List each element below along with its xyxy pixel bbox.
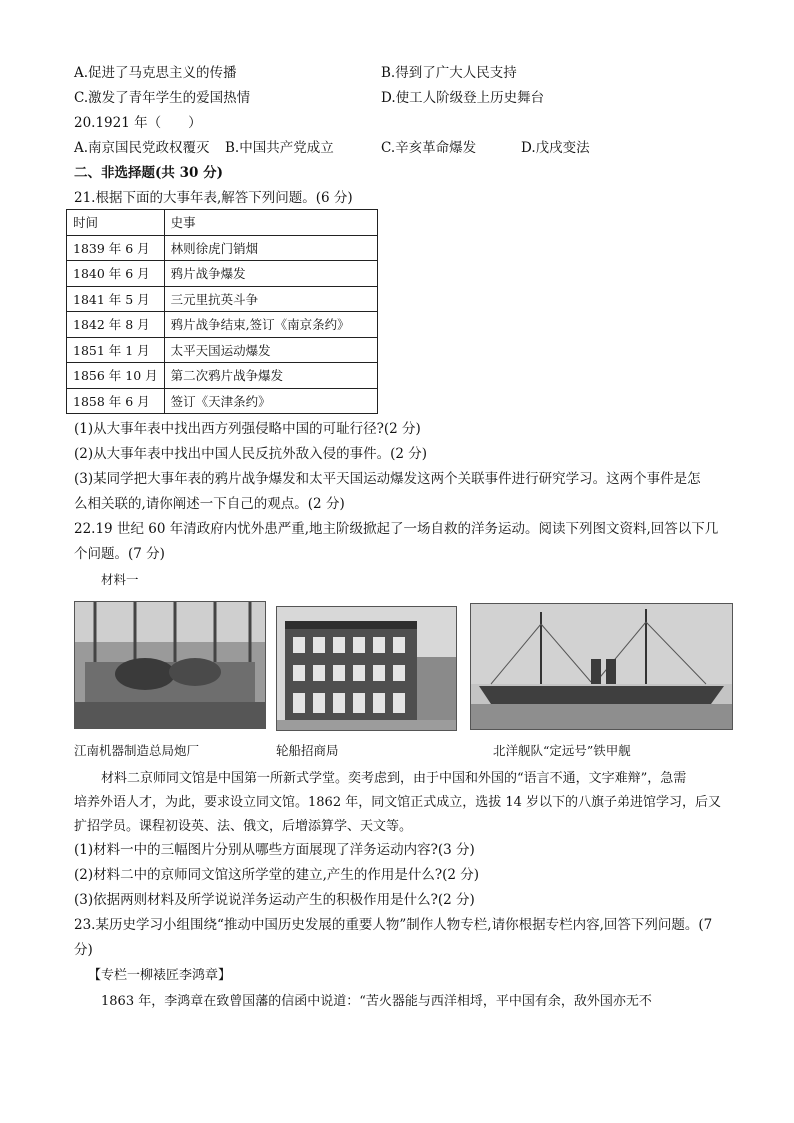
q21-sub3-line1: (3)某同学把大事年表的鸦片战争爆发和太平天国运动爆发这两个关联事件进行研究学习。这两个事件是怎 (74, 471, 701, 487)
table-row (67, 363, 378, 389)
q22-sub2: (2)材料二中的京师同文馆这所学堂的建立,产生的作用是什么?(2 分) (74, 867, 480, 883)
table-row (67, 286, 378, 312)
table-cell-event: 第二次鸦片战争爆发 (164, 363, 377, 389)
shipping-bureau-photo (276, 606, 457, 731)
caption-arsenal: 江南机器制造总局炮厂 (74, 743, 200, 758)
table-cell-event: 林则徐虎门销烟 (164, 235, 377, 261)
caption-dingyuan: 北洋舰队“定远号”铁甲舰 (493, 743, 631, 758)
table-header: 时间 (67, 210, 165, 236)
table-row (67, 261, 378, 287)
material2-line3: 扩招学员。课程初设英、法、俄文，后增添算学、天文等。 (74, 819, 413, 834)
q22-sub1: (1)材料一中的三幅图片分别从哪些方面展现了洋务运动内容?(3 分) (74, 842, 475, 858)
table-header: 史事 (164, 210, 377, 236)
table-cell-date: 1842 年 8 月 (67, 312, 165, 338)
table-row (67, 337, 378, 363)
table-cell-event: 太平天国运动爆发 (164, 337, 377, 363)
events-table (66, 209, 378, 414)
section-title: 二、非选择题(共 30 分) (74, 165, 223, 181)
table-cell-date: 1840 年 6 月 (67, 261, 165, 287)
table-cell-event: 签订《天津条约》 (164, 388, 377, 414)
q21-sub1: (1)从大事年表中找出西方列强侵略中国的可耻行径?(2 分) (74, 421, 421, 437)
q20-option-b: B.中国共产党成立 (225, 140, 334, 156)
table-row (67, 388, 378, 414)
q20-option-d: D.戊戌变法 (521, 140, 590, 156)
q20-stem: 20.1921 年（ ） (74, 115, 202, 131)
q21-sub2: (2)从大事年表中找出中国人民反抗外敌入侵的事件。(2 分) (74, 446, 428, 462)
material2-line1: 材料二京师同文馆是中国第一所新式学堂。奕考虑到，由于中国和外国的“语言不通，文字难辩”，急需 (101, 771, 687, 786)
q23-stem-line1: 23.某历史学习小组围绕“推动中国历史发展的重要人物”制作人物专栏,请你根据专栏内容,回答下列问题。(7 (74, 917, 713, 933)
table-cell-event: 鸦片战争爆发 (164, 261, 377, 287)
table-cell-event: 三元里抗英斗争 (164, 286, 377, 312)
table-row (67, 235, 378, 261)
q19-option-c: C.激发了青年学生的爱国热情 (74, 90, 251, 106)
q19-option-a: A.促进了马克思主义的传播 (74, 65, 237, 81)
q23-stem-line2: 分) (74, 942, 93, 958)
caption-shipping-bureau: 轮船招商局 (276, 743, 339, 758)
material1-label: 材料一 (101, 572, 139, 587)
column-text: 1863 年，李鸿章在致曾国藩的信函中说道：“苦火器能与西洋相埒，平中国有余，敌外国亦无不 (101, 994, 652, 1009)
q20-option-c: C.辛亥革命爆发 (381, 140, 477, 156)
table-cell-date: 1851 年 1 月 (67, 337, 165, 363)
q19-option-d: D.使工人阶级登上历史舞台 (381, 90, 545, 106)
q22-stem-line2: 个问题。(7 分) (74, 546, 165, 562)
column-title: 【专栏一柳裱匠李鸿章】 (88, 968, 232, 983)
q22-stem-line1: 22.19 世纪 60 年清政府内忧外患严重,地主阶级掀起了一场自救的洋务运动。阅读下列图文资料,回答以下几 (74, 521, 719, 537)
material2-paragraph (74, 767, 734, 839)
table-row (67, 312, 378, 338)
table-cell-date: 1839 年 6 月 (67, 235, 165, 261)
q19-option-b: B.得到了广大人民支持 (381, 65, 517, 81)
material2-line2: 培养外语人才，为此，要求设立同文馆。1862 年，同文馆正式成立，选拔 14 岁以下的八旗子弟进馆学习，后又 (74, 795, 722, 810)
table-cell-event: 鸦片战争结束,签订《南京条约》 (164, 312, 377, 338)
arsenal-factory-photo (74, 601, 266, 729)
q20-option-a: A.南京国民党政权覆灭 (74, 140, 210, 156)
table-cell-date: 1841 年 5 月 (67, 286, 165, 312)
table-header-row (67, 210, 378, 236)
table-cell-date: 1856 年 10 月 (67, 363, 165, 389)
table-cell-date: 1858 年 6 月 (67, 388, 165, 414)
q21-sub3-line2: 么相关联的,请你阐述一下自己的观点。(2 分) (74, 496, 345, 512)
q21-stem: 21.根据下面的大事年表,解答下列问题。(6 分) (74, 190, 353, 206)
dingyuan-ironclad-photo (470, 603, 733, 730)
q22-sub3: (3)依据两则材料及所学说说洋务运动产生的积极作用是什么?(2 分) (74, 892, 475, 908)
